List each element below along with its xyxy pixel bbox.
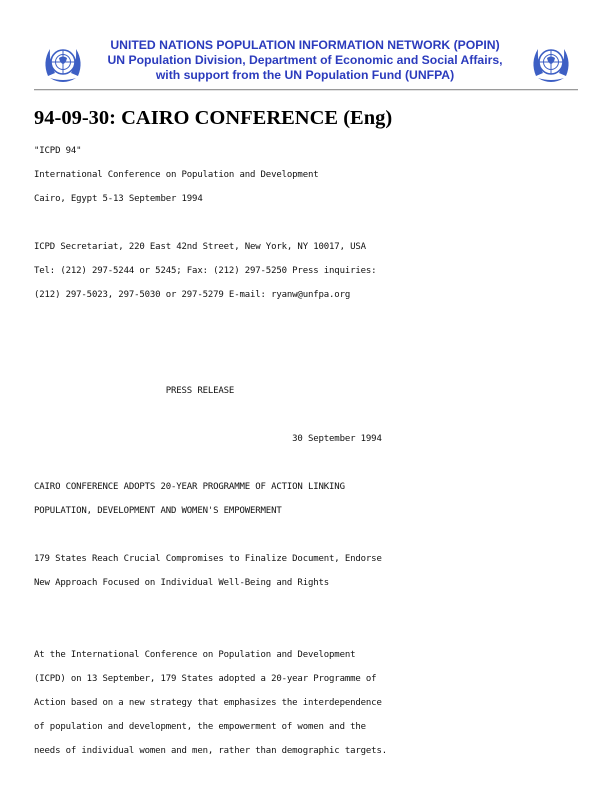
body-line: of population and development, the empowerment of women and the xyxy=(34,722,366,732)
header-line-unfpa: with support from the UN Population Fund (UNFPA) xyxy=(155,68,455,82)
body-line: (ICPD) on 13 September, 179 States adopted a 20-year Programme of xyxy=(34,674,377,684)
text-line: (212) 297-5023, 297-5030 or 297-5279 E-mail: ryanw@unfpa.org xyxy=(34,290,351,300)
body-line: Action based on a new strategy that emphasizes the interdependence xyxy=(34,698,382,708)
headline-line: CAIRO CONFERENCE ADOPTS 20-YEAR PROGRAMME OF ACTION LINKING xyxy=(34,482,345,492)
header-divider xyxy=(34,89,578,91)
page-title: 94-09-30: CAIRO CONFERENCE (Eng) xyxy=(34,107,393,129)
header-line-division: UN Population Division, Department of Economic and Social Affairs, xyxy=(107,53,503,67)
text-line: "ICPD 94" xyxy=(34,146,82,156)
document-header xyxy=(34,34,578,90)
subheadline-line: 179 States Reach Crucial Compromises to Finalize Document, Endorse xyxy=(34,554,382,564)
press-release-label: PRESS RELEASE xyxy=(34,386,235,396)
header-text xyxy=(90,38,520,83)
body-line: At the International Conference on Population and Development xyxy=(34,650,356,660)
text-line: Tel: (212) 297-5244 or 5245; Fax: (212) 297-5250 Press inquiries: xyxy=(34,266,377,276)
text-line: Cairo, Egypt 5-13 September 1994 xyxy=(34,194,203,204)
release-date: 30 September 1994 xyxy=(34,434,382,444)
body-line: needs of individual women and men, rather than demographic targets. xyxy=(34,746,387,756)
un-emblem-icon xyxy=(526,38,576,88)
un-emblem-icon xyxy=(38,38,88,88)
header-line-popin: UNITED NATIONS POPULATION INFORMATION NETWORK (POPIN) xyxy=(110,38,500,52)
text-line: International Conference on Population and Development xyxy=(34,170,319,180)
subheadline-line: New Approach Focused on Individual Well-Being and Rights xyxy=(34,578,330,588)
headline-line: POPULATION, DEVELOPMENT AND WOMEN'S EMPOWERMENT xyxy=(34,506,282,516)
text-line: ICPD Secretariat, 220 East 42nd Street, New York, NY 10017, USA xyxy=(34,242,366,252)
